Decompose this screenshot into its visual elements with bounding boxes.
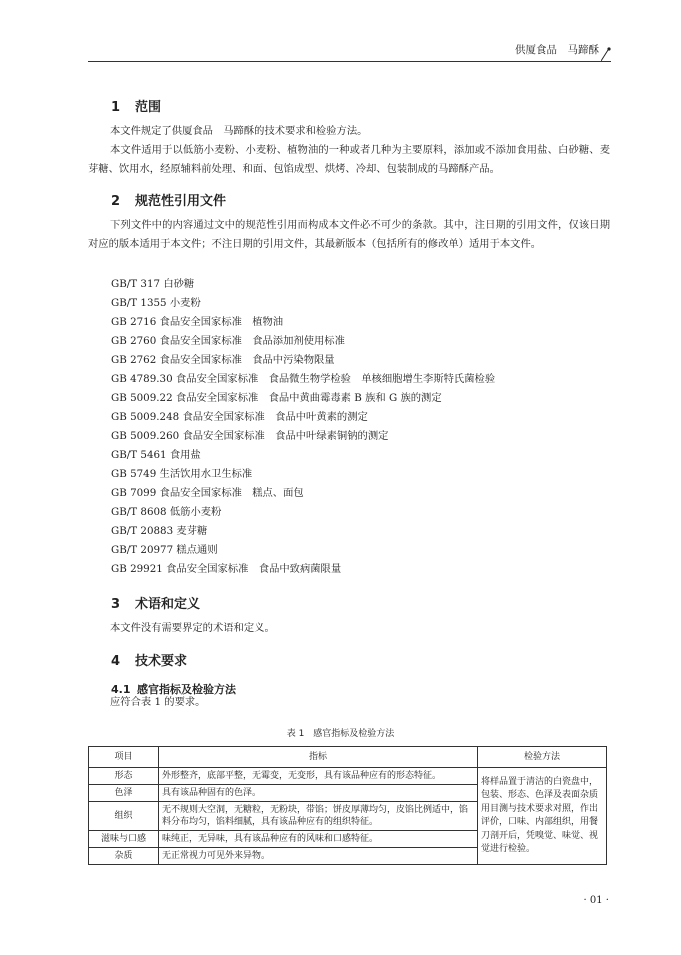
running-header: [88, 40, 613, 62]
section-number: 4: [111, 654, 121, 669]
section-3-paragraph-1: 本文件没有需要界定的术语和定义。: [110, 622, 275, 634]
table-cell-spec: 无正常视力可见外来异物。: [159, 848, 478, 865]
reference-item: GB 2716 食品安全国家标准 植物油: [111, 316, 284, 328]
subsection-number: 4.1: [111, 683, 131, 696]
subsection-4-1-paragraph: 应符合表 1 的要求。: [110, 696, 206, 708]
section-number: 2: [111, 194, 121, 209]
table-caption: 表 1 感官指标及检验方法: [286, 729, 395, 739]
table-header-row: [89, 747, 607, 768]
table-cell-spec: 外形整齐，底部平整，无霉变，无变形，具有该品种应有的形态特征。: [159, 768, 478, 785]
column-header: 检验方法: [478, 747, 607, 768]
table-cell-item: 色泽: [89, 785, 159, 802]
section-number: 3: [111, 597, 121, 612]
reference-item: GB/T 8608 低筋小麦粉: [111, 506, 222, 518]
section-title: 范围: [135, 100, 162, 115]
sensory-spec-table: [88, 746, 607, 865]
section-title: 规范性引用文件: [135, 194, 227, 209]
table-cell-spec: 无不规则大空洞，无糖粒，无粉块，带馅；饼皮厚薄均匀，皮馅比例适中，馅料分布均匀，馅料细腻，具有该品种应有的组织特征。: [159, 802, 478, 831]
section-1-paragraph-1: 本文件规定了供厦食品 马蹄酥的技术要求和检验方法。: [110, 125, 368, 137]
section-2-heading: [111, 190, 226, 209]
reference-item: GB/T 20883 麦芽糖: [111, 525, 208, 537]
page-number: · 01 ·: [583, 895, 609, 906]
reference-item: GB 29921 食品安全国家标准 食品中致病菌限量: [111, 563, 342, 575]
column-header: 项目: [89, 747, 159, 768]
section-title: 术语和定义: [135, 597, 201, 612]
reference-item: GB/T 5461 食用盐: [111, 449, 201, 461]
header-rule: [88, 61, 611, 62]
reference-item: GB 7099 食品安全国家标准 糕点、面包: [111, 487, 304, 499]
reference-item: GB 2762 食品安全国家标准 食品中污染物限量: [111, 354, 335, 366]
column-header: 指标: [159, 747, 478, 768]
subsection-title: 感官指标及检验方法: [137, 683, 236, 696]
reference-item: GB/T 20977 糕点通则: [111, 544, 218, 556]
section-1-heading: [111, 96, 161, 115]
table-cell-item: 形态: [89, 768, 159, 785]
section-1-paragraph-2: 本文件适用于以低筋小麦粉、小麦粉、植物油的一种或者几种为主要原料，添加或不添加食用盐、白砂糖、麦芽糖、饮用水，经原辅料前处理、和面、包馅成型、烘烤、冷却、包装制成的马蹄酥产品。: [88, 144, 610, 175]
table-cell-item: 杂质: [89, 848, 159, 865]
header-ornament-icon: [601, 44, 613, 62]
section-4-heading: [111, 650, 187, 669]
table-row: [89, 768, 607, 785]
table-cell-spec: 味纯正，无异味，具有该品种应有的风味和口感特征。: [159, 831, 478, 848]
reference-item: GB 2760 食品安全国家标准 食品添加剂使用标准: [111, 335, 345, 347]
table-cell-method: 将样品置于清洁的白瓷盘中，包装、形态、色泽及表面杂质用目测与技术要求对照，作出评价，口味、内部组织，用餐刀剖开后，凭嗅觉、味觉、视觉进行检验。: [478, 768, 607, 865]
header-title: 供厦食品 马蹄酥: [515, 44, 599, 56]
section-3-heading: [111, 593, 200, 612]
table-cell-item: 组织: [89, 802, 159, 831]
section-number: 1: [111, 100, 121, 115]
reference-item: GB 5009.248 食品安全国家标准 食品中叶黄素的测定: [111, 411, 368, 423]
section-title: 技术要求: [135, 654, 188, 669]
reference-item: GB 4789.30 食品安全国家标准 食品微生物学检验 单核细胞增生李斯特氏菌检验: [111, 373, 496, 385]
reference-item: GB 5749 生活饮用水卫生标准: [111, 468, 253, 480]
reference-item: GB 5009.260 食品安全国家标准 食品中叶绿素铜钠的测定: [111, 430, 389, 442]
section-2-paragraph-1: 下列文件中的内容通过文中的规范性引用而构成本文件必不可少的条款。其中，注日期的引用文件，仅该日期对应的版本适用于本文件；不注日期的引用文件，其最新版本（包括所有的修改单）适用于本文件。: [88, 219, 610, 250]
reference-item: GB/T 1355 小麦粉: [111, 297, 201, 309]
reference-item: GB 5009.22 食品安全国家标准 食品中黄曲霉毒素 B 族和 G 族的测定: [111, 392, 442, 404]
reference-item: GB/T 317 白砂糖: [111, 278, 195, 290]
table-cell-item: 滋味与口感: [89, 831, 159, 848]
table-cell-spec: 具有该品种固有的色泽。: [159, 785, 478, 802]
